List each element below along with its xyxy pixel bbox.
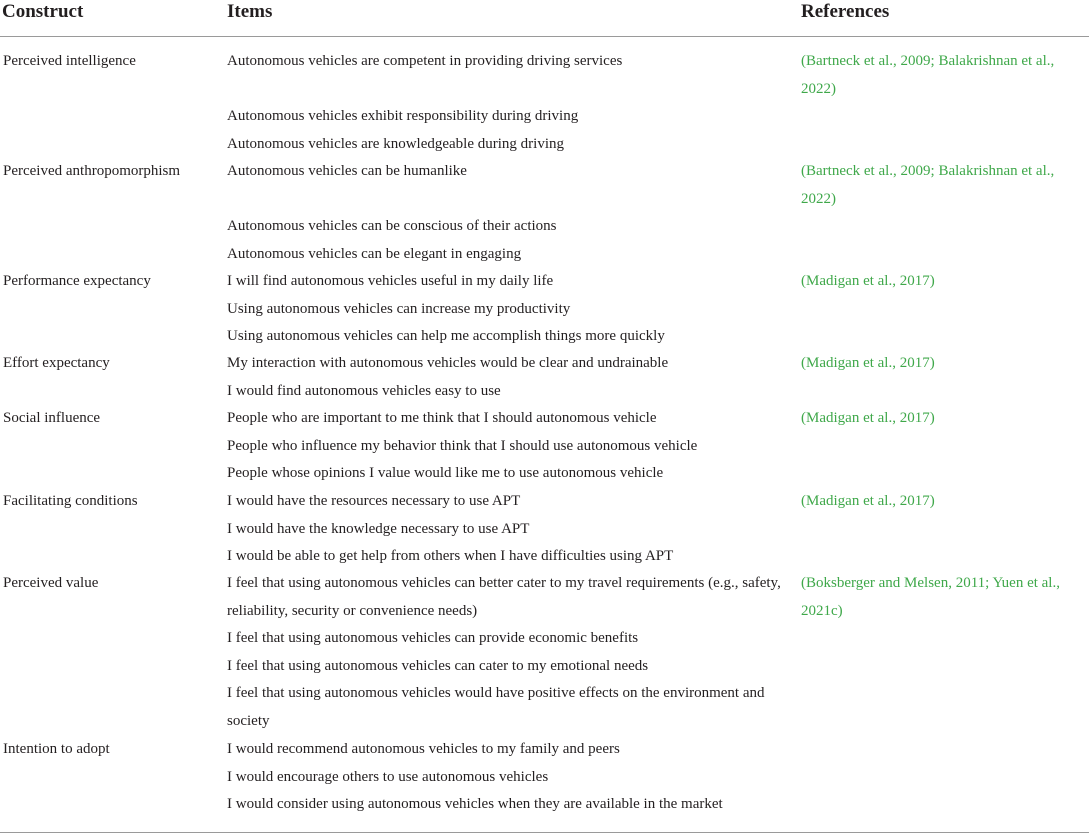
header-references: References <box>801 1 890 22</box>
item-text: I would consider using autonomous vehicles when they are available in the market <box>227 796 723 812</box>
items-cell <box>227 158 793 268</box>
item-text: Using autonomous vehicles can increase my productivity <box>227 300 571 317</box>
reference-cell: (Madigan et al., 2017) <box>801 355 935 371</box>
item-text: I will find autonomous vehicles useful in my daily life <box>227 273 554 289</box>
item-text: I would find autonomous vehicles easy to use <box>227 382 501 399</box>
item-text: I feel that using autonomous vehicles can provide economic benefits <box>227 630 639 646</box>
item-text: Autonomous vehicles exhibit responsibility during driving <box>227 108 579 124</box>
item-text: Autonomous vehicles can be conscious of their actions <box>227 218 557 234</box>
item-text: Using autonomous vehicles can help me accomplish things more quickly <box>227 328 665 344</box>
items-cell <box>227 268 793 351</box>
construct-cell: Performance expectancy <box>3 273 151 289</box>
item-text: I would have the knowledge necessary to use APT <box>227 520 530 537</box>
item-spacer <box>227 76 793 104</box>
item-text: I would recommend autonomous vehicles to my family and peers <box>227 741 620 757</box>
item-text: I feel that using autonomous vehicles can cater to my emotional needs <box>227 657 649 674</box>
reference-cell: (Boksberger and Melsen, 2011; Yuen et al., 2021c) <box>801 575 1060 619</box>
item-text: People whose opinions I value would like me to use autonomous vehicle <box>227 465 664 481</box>
items-cell <box>227 350 793 405</box>
reference-cell: (Bartneck et al., 2009; Balakrishnan et al., 2022) <box>801 53 1055 97</box>
reference-cell: (Madigan et al., 2017) <box>801 493 935 509</box>
item-text: I feel that using autonomous vehicles would have positive effects on the environment and society <box>227 685 765 729</box>
items-cell <box>227 570 793 735</box>
items-cell <box>227 405 793 488</box>
item-text: People who influence my behavior think that I should use autonomous vehicle <box>227 437 698 454</box>
item-text: My interaction with autonomous vehicles would be clear and undrainable <box>227 355 669 371</box>
reference-cell: (Madigan et al., 2017) <box>801 410 935 426</box>
items-cell <box>227 48 793 158</box>
item-text: Autonomous vehicles can be elegant in engaging <box>227 245 522 262</box>
item-text: I feel that using autonomous vehicles can better cater to my travel requirements (e.g., safety, reliability, security or convenience needs) <box>227 575 781 619</box>
construct-cell: Social influence <box>3 410 101 426</box>
items-cell <box>227 736 793 819</box>
construct-cell: Facilitating conditions <box>3 493 138 509</box>
item-text: I would have the resources necessary to use APT <box>227 493 521 509</box>
items-cell <box>227 488 793 571</box>
item-text: People who are important to me think that I should autonomous vehicle <box>227 410 657 426</box>
item-text: I would be able to get help from others when I have difficulties using APT <box>227 548 674 564</box>
construct-cell: Perceived anthropomorphism <box>3 163 181 179</box>
construct-cell: Perceived value <box>3 575 99 591</box>
table-header <box>0 0 1089 37</box>
item-spacer <box>227 186 793 214</box>
reference-cell: (Madigan et al., 2017) <box>801 273 935 289</box>
construct-cell: Effort expectancy <box>3 355 110 371</box>
construct-cell: Perceived intelligence <box>3 53 136 69</box>
item-text: I would encourage others to use autonomous vehicles <box>227 768 549 785</box>
item-text: Autonomous vehicles are knowledgeable during driving <box>227 135 565 152</box>
reference-cell: (Bartneck et al., 2009; Balakrishnan et al., 2022) <box>801 163 1055 207</box>
table-body <box>0 37 1089 833</box>
header-construct: Construct <box>2 1 84 22</box>
construct-cell: Intention to adopt <box>3 741 110 757</box>
item-text: Autonomous vehicles are competent in providing driving services <box>227 53 623 69</box>
header-items: Items <box>227 1 273 22</box>
item-text: Autonomous vehicles can be humanlike <box>227 163 467 179</box>
